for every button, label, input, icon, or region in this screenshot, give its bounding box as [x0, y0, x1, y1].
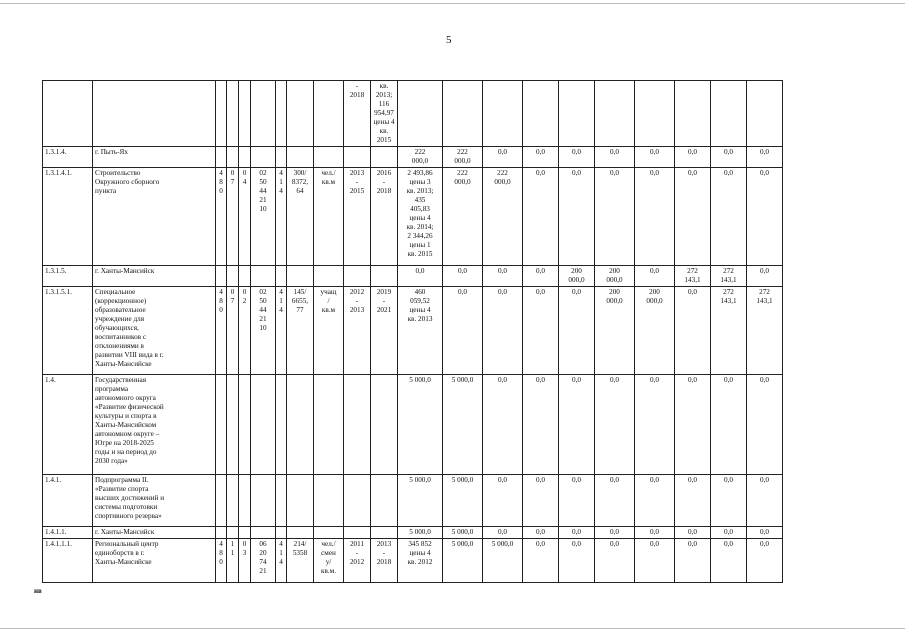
table-cell: 06 20 74 21: [251, 539, 276, 583]
table-cell: 214/ 5358: [287, 539, 314, 583]
table-cell: 0,0: [747, 375, 783, 475]
table-cell: [227, 81, 239, 147]
table-cell: 0,0: [559, 375, 595, 475]
table-cell: 0 2: [239, 287, 251, 375]
table-cell: 0,0: [443, 266, 483, 287]
table-cell: 0,0: [747, 168, 783, 266]
table-cell: 222 000,0: [398, 147, 443, 168]
table-cell: 0,0: [523, 266, 559, 287]
table-cell: [216, 375, 227, 475]
table-cell: 272 143,1: [711, 266, 747, 287]
table-cell: 0,0: [523, 168, 559, 266]
table-cell: 0,0: [747, 539, 783, 583]
table-cell: 0,0: [635, 147, 675, 168]
table-cell: [314, 147, 344, 168]
table-cell: 0,0: [483, 527, 523, 539]
table-cell: 0,0: [635, 168, 675, 266]
table-cell: 4 1 4: [276, 539, 287, 583]
table-cell: 0,0: [635, 375, 675, 475]
scan-edge-top: [0, 3, 905, 4]
table-cell: 345 852 цены 4 кв. 2012: [398, 539, 443, 583]
table-cell: 0,0: [747, 147, 783, 168]
table-cell: 5 000,0: [398, 527, 443, 539]
row-title: Подпрограмма II. «Развитие спорта высших достижений и системы подготовки спортивного резерва»: [93, 475, 216, 527]
table-cell: 222 000,0: [443, 168, 483, 266]
table-cell: 200 000,0: [595, 266, 635, 287]
table-cell: 0 7: [227, 168, 239, 266]
table-cell: 272 143,1: [747, 287, 783, 375]
table-cell: 5 000,0: [443, 539, 483, 583]
table-row: [43, 287, 783, 375]
row-code: 1.3.1.5.: [43, 266, 93, 287]
table-cell: 0,0: [483, 147, 523, 168]
table-cell: [227, 147, 239, 168]
table-cell: [344, 527, 371, 539]
page-number: 5: [446, 34, 452, 46]
row-title: Специальное (коррекционное) образовательное учреждение для обучающихся, воспитанников с отклонениями в развитии VIII вида в г. Ханты-Мансийске: [93, 287, 216, 375]
table-cell: 4 8 0: [216, 539, 227, 583]
table-cell: 0,0: [747, 266, 783, 287]
table-cell: [251, 81, 276, 147]
table-cell: 145/ 6655, 77: [287, 287, 314, 375]
table-cell: 4 8 0: [216, 287, 227, 375]
table-row: [43, 147, 783, 168]
table-cell: 2013 - 2015: [344, 168, 371, 266]
table-cell: 0,0: [595, 475, 635, 527]
table-cell: 0,0: [443, 287, 483, 375]
table-cell: 5 000,0: [398, 475, 443, 527]
table-cell: 200 000,0: [595, 287, 635, 375]
table-cell: 4 1 4: [276, 287, 287, 375]
table-cell: - 2018: [344, 81, 371, 147]
table-cell: 0,0: [635, 475, 675, 527]
table-cell: 0 4: [239, 168, 251, 266]
table-cell: [344, 475, 371, 527]
table-cell: 0,0: [595, 168, 635, 266]
table-cell: чел./ кв.м: [314, 168, 344, 266]
table-cell: 02 50 44 21 10: [251, 168, 276, 266]
table-cell: [276, 147, 287, 168]
table-cell: [227, 375, 239, 475]
row-code: 1.4.1.1.: [43, 527, 93, 539]
table-cell: [287, 147, 314, 168]
table-cell: [251, 375, 276, 475]
table-cell: [287, 527, 314, 539]
table-cell: [287, 266, 314, 287]
table-cell: 0,0: [559, 527, 595, 539]
table-cell: 5 000,0: [443, 475, 483, 527]
table-cell: учащ / кв.м: [314, 287, 344, 375]
table-cell: 0,0: [595, 375, 635, 475]
table-cell: 2011 - 2012: [344, 539, 371, 583]
footer-mark: нв: [34, 587, 42, 595]
budget-table: [42, 80, 783, 583]
row-code: 1.4.1.: [43, 475, 93, 527]
table-cell: [239, 147, 251, 168]
table-cell: 0,0: [483, 475, 523, 527]
table-cell: [227, 266, 239, 287]
table-cell: 200 000,0: [635, 287, 675, 375]
table-cell: 272 143,1: [675, 266, 711, 287]
table-cell: 0,0: [711, 375, 747, 475]
table-cell: [443, 81, 483, 147]
table-cell: 4 8 0: [216, 168, 227, 266]
table-cell: [287, 81, 314, 147]
row-title: Строительство Окружного сборного пункта: [93, 168, 216, 266]
table-cell: [239, 266, 251, 287]
table-cell: 0,0: [559, 147, 595, 168]
table-cell: 2012 - 2013: [344, 287, 371, 375]
table-cell: [314, 475, 344, 527]
table-cell: [216, 266, 227, 287]
row-code: 1.3.1.4.1.: [43, 168, 93, 266]
table-cell: [251, 475, 276, 527]
table-cell: [711, 81, 747, 147]
table-cell: чел./ смен у/ кв.м.: [314, 539, 344, 583]
row-title: Государственная программа автономного округа «Развитие физической культуры и спорта в Ханты-Мансийском автономном округе – Югре на 2018-2025 годы и на период до 2030 года»: [93, 375, 216, 475]
table-cell: [251, 266, 276, 287]
row-title: г. Пыть-Ях: [93, 147, 216, 168]
table-cell: [314, 81, 344, 147]
table-cell: [276, 527, 287, 539]
row-code: 1.3.1.5.1.: [43, 287, 93, 375]
table-cell: [239, 527, 251, 539]
table-cell: [216, 81, 227, 147]
table-cell: [314, 375, 344, 475]
table-cell: [239, 375, 251, 475]
table-cell: [371, 266, 398, 287]
table-cell: 0,0: [523, 475, 559, 527]
table-cell: 02 50 44 21 10: [251, 287, 276, 375]
table-cell: [239, 475, 251, 527]
table-cell: 0,0: [523, 375, 559, 475]
table-cell: 0,0: [559, 539, 595, 583]
table-cell: 200 000,0: [559, 266, 595, 287]
table-cell: [483, 81, 523, 147]
table-cell: [216, 475, 227, 527]
table-cell: 0,0: [523, 287, 559, 375]
table-cell: 5 000,0: [398, 375, 443, 475]
table-cell: [227, 475, 239, 527]
scan-edge-bottom: [0, 628, 905, 629]
table-cell: 2016 - 2018: [371, 168, 398, 266]
table-cell: [371, 147, 398, 168]
table-cell: [595, 81, 635, 147]
table-cell: 0,0: [711, 527, 747, 539]
table-cell: 0,0: [635, 266, 675, 287]
table-row: [43, 539, 783, 583]
table-cell: 2019 - 2021: [371, 287, 398, 375]
table-cell: 0,0: [523, 147, 559, 168]
table-cell: [251, 147, 276, 168]
table-cell: 0,0: [595, 539, 635, 583]
table-cell: 0,0: [711, 168, 747, 266]
table-cell: 0,0: [559, 475, 595, 527]
table-cell: [344, 375, 371, 475]
table-cell: 5 000,0: [443, 527, 483, 539]
row-title: г. Ханты-Мансийск: [93, 266, 216, 287]
table-cell: 0,0: [675, 527, 711, 539]
table-cell: 272 143,1: [711, 287, 747, 375]
table-cell: [523, 81, 559, 147]
table-cell: 0,0: [559, 287, 595, 375]
table-row: [43, 527, 783, 539]
table-row: [43, 375, 783, 475]
table-cell: [276, 475, 287, 527]
table-row: [43, 168, 783, 266]
table-cell: 0,0: [711, 475, 747, 527]
table-cell: [559, 81, 595, 147]
table-cell: [276, 81, 287, 147]
table-cell: [398, 81, 443, 147]
table-cell: 0,0: [398, 266, 443, 287]
table-cell: [371, 527, 398, 539]
table-cell: [314, 527, 344, 539]
table-cell: [276, 375, 287, 475]
table-cell: [344, 147, 371, 168]
table-row: [43, 266, 783, 287]
table-cell: [239, 81, 251, 147]
table-cell: 4 1 4: [276, 168, 287, 266]
table-cell: кв. 2013; 116 954,97 цены 4 кв. 2015: [371, 81, 398, 147]
table-cell: [747, 81, 783, 147]
row-title: Региональный центр единоборств в г. Ханты-Мансийске: [93, 539, 216, 583]
table-cell: 0,0: [675, 287, 711, 375]
table-cell: 0,0: [711, 147, 747, 168]
table-cell: 0,0: [711, 539, 747, 583]
table-cell: [635, 81, 675, 147]
table-cell: [675, 81, 711, 147]
table-cell: 2013 - 2018: [371, 539, 398, 583]
table-cell: 300/ 8372, 64: [287, 168, 314, 266]
table-cell: 460 059,52 цены 4 кв. 2013: [398, 287, 443, 375]
table-cell: [314, 266, 344, 287]
table-cell: 0,0: [675, 168, 711, 266]
table-cell: 0,0: [559, 168, 595, 266]
row-title: [93, 81, 216, 147]
table-cell: [251, 527, 276, 539]
table-cell: [371, 375, 398, 475]
table-cell: 0 3: [239, 539, 251, 583]
table-cell: 0,0: [483, 287, 523, 375]
row-code: 1.3.1.4.: [43, 147, 93, 168]
table-cell: 0,0: [635, 527, 675, 539]
table-cell: 0,0: [595, 147, 635, 168]
table-cell: 0,0: [747, 475, 783, 527]
table-cell: 0,0: [483, 375, 523, 475]
row-title: г. Ханты-Мансийск: [93, 527, 216, 539]
table-cell: 222 000,0: [483, 168, 523, 266]
table-cell: 5 000,0: [483, 539, 523, 583]
table-cell: 0,0: [523, 527, 559, 539]
table-cell: 0,0: [635, 539, 675, 583]
table-cell: [287, 375, 314, 475]
table-cell: 0,0: [675, 375, 711, 475]
table-cell: 0,0: [675, 539, 711, 583]
table-row: [43, 475, 783, 527]
table-cell: 0,0: [675, 475, 711, 527]
table-cell: 5 000,0: [443, 375, 483, 475]
table-cell: [227, 527, 239, 539]
table-row: [43, 81, 783, 147]
table-cell: 0,0: [747, 527, 783, 539]
table-cell: 0 7: [227, 287, 239, 375]
table-cell: 222 000,0: [443, 147, 483, 168]
row-code: 1.4.1.1.1.: [43, 539, 93, 583]
table-cell: [276, 266, 287, 287]
table-cell: [216, 147, 227, 168]
table-cell: [287, 475, 314, 527]
row-code: 1.4.: [43, 375, 93, 475]
table-cell: 2 493,86 цены 3 кв. 2013; 435 405,83 цены 4 кв. 2014; 2 344,26 цены 1 кв. 2015: [398, 168, 443, 266]
table-cell: [344, 266, 371, 287]
table-cell: 0,0: [523, 539, 559, 583]
row-code: [43, 81, 93, 147]
table-cell: [371, 475, 398, 527]
table-cell: [216, 527, 227, 539]
table-cell: 1 1: [227, 539, 239, 583]
table-cell: 0,0: [675, 147, 711, 168]
table-cell: 0,0: [595, 527, 635, 539]
table-cell: 0,0: [483, 266, 523, 287]
